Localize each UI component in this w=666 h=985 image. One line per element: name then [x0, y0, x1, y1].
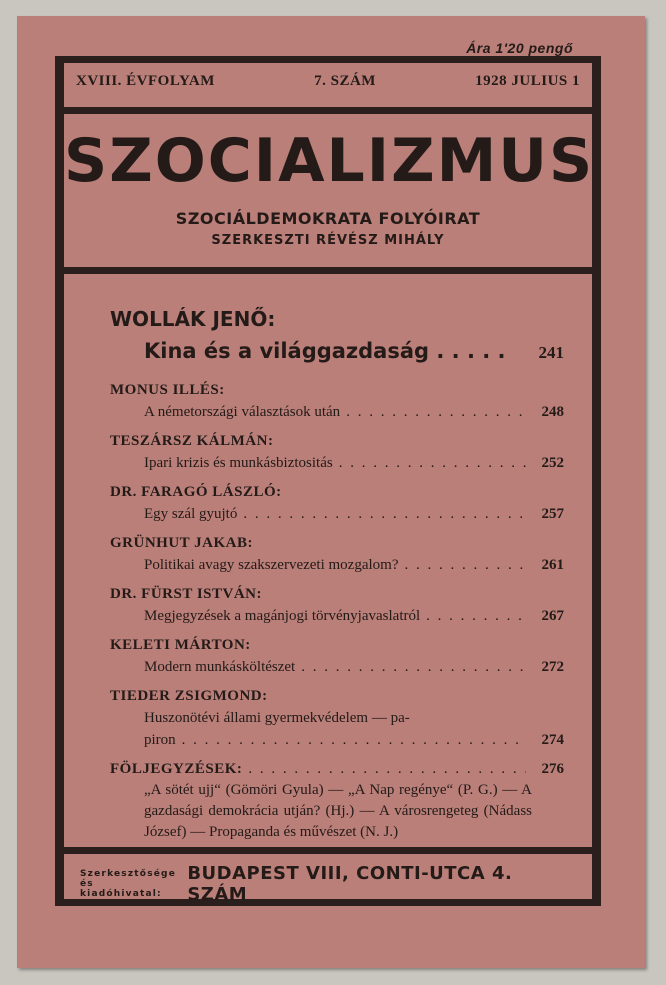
lead-article-title: Kina és a világgazdaság . . . . . — [144, 339, 506, 363]
toc-title: Megjegyzések a magánjogi törvényjavaslatról — [144, 608, 421, 624]
toc-author: GRÜNHUT JAKAB: — [110, 535, 253, 551]
magazine-subtitle: SZOCIÁLDEMOKRATA FOLYÓIRAT — [175, 209, 481, 228]
divider-middle — [64, 267, 592, 274]
publisher-address: BUDAPEST VIII, CONTI-UTCA 4. SZÁM — [187, 863, 513, 905]
magazine-title: SZOCIALIZMUS — [64, 126, 595, 196]
lead-article — [144, 339, 564, 363]
toc-entry — [110, 634, 564, 679]
toc-author: KELETI MÁRTON: — [110, 637, 251, 653]
toc-entry — [110, 481, 564, 526]
toc-title: Egy szál gyujtó — [144, 506, 238, 522]
toc-author: TIEDER ZSIGMOND: — [110, 688, 268, 704]
publisher-footer — [80, 863, 576, 905]
toc-title-line1: Huszonötévi állami gyermekvédelem — pa- — [144, 710, 410, 726]
toc-title: Modern munkásköltészet — [144, 659, 296, 675]
price-label: Ára 1'20 pengő — [466, 40, 573, 56]
toc-title-line2: piron — [144, 732, 176, 748]
notes-text: „A sötét ujj“ (Gömöri Gyula) — „A Nap regénye“ (P. G.) — A gazdasági demokrácia utján? (Hj.) — A városrengeteg (Nádass József) — Propaganda és művészet (N. J.) — [144, 782, 532, 840]
editor-line: SZERKESZTI RÉVÉSZ MIHÁLY — [211, 233, 445, 248]
toc-entry — [110, 430, 564, 475]
table-of-contents — [110, 379, 564, 849]
cover-frame — [55, 56, 601, 906]
toc-title: Politikai avagy szakszervezeti mozgalom? — [144, 557, 399, 573]
toc-entry — [110, 532, 564, 577]
divider-bottom — [64, 847, 592, 854]
toc-author: TESZÁRSZ KÁLMÁN: — [110, 433, 274, 449]
notes-entry — [110, 758, 564, 843]
toc-page: 257 — [541, 506, 564, 522]
toc-entry-long — [110, 685, 564, 752]
issue-info-row — [76, 73, 580, 90]
lead-article-page: 241 — [538, 343, 564, 362]
lead-author: WOLLÁK JENŐ: — [110, 307, 276, 331]
toc-page: 252 — [541, 455, 564, 471]
toc-author: DR. FÜRST ISTVÁN: — [110, 586, 262, 602]
magazine-cover — [17, 16, 645, 968]
divider-top — [64, 107, 592, 114]
notes-page: 276 — [541, 761, 564, 777]
toc-author: DR. FARAGÓ LÁSZLÓ: — [110, 484, 282, 500]
toc-page: 267 — [541, 608, 564, 624]
toc-entry — [110, 379, 564, 424]
toc-page: 248 — [541, 404, 564, 420]
issue-date: 1928 JULIUS 1 — [475, 73, 580, 89]
notes-label: FÖLJEGYZÉSEK: — [110, 761, 243, 777]
footer-label — [80, 869, 179, 899]
toc-page: 274 — [541, 732, 564, 748]
toc-page: 272 — [541, 659, 564, 675]
toc-page: 261 — [541, 557, 564, 573]
toc-title: Ipari krizis és munkásbiztositás — [144, 455, 333, 471]
footer-label-line1: Szerkesztősége — [80, 869, 176, 879]
issue-number: 7. SZÁM — [314, 73, 376, 89]
footer-label-line2: és kiadóhivatal: — [80, 879, 162, 899]
volume-label: XVIII. ÉVFOLYAM — [76, 73, 215, 89]
toc-title: A németországi választások után — [144, 404, 341, 420]
toc-entry — [110, 583, 564, 628]
toc-author: MONUS ILLÉS: — [110, 382, 225, 398]
